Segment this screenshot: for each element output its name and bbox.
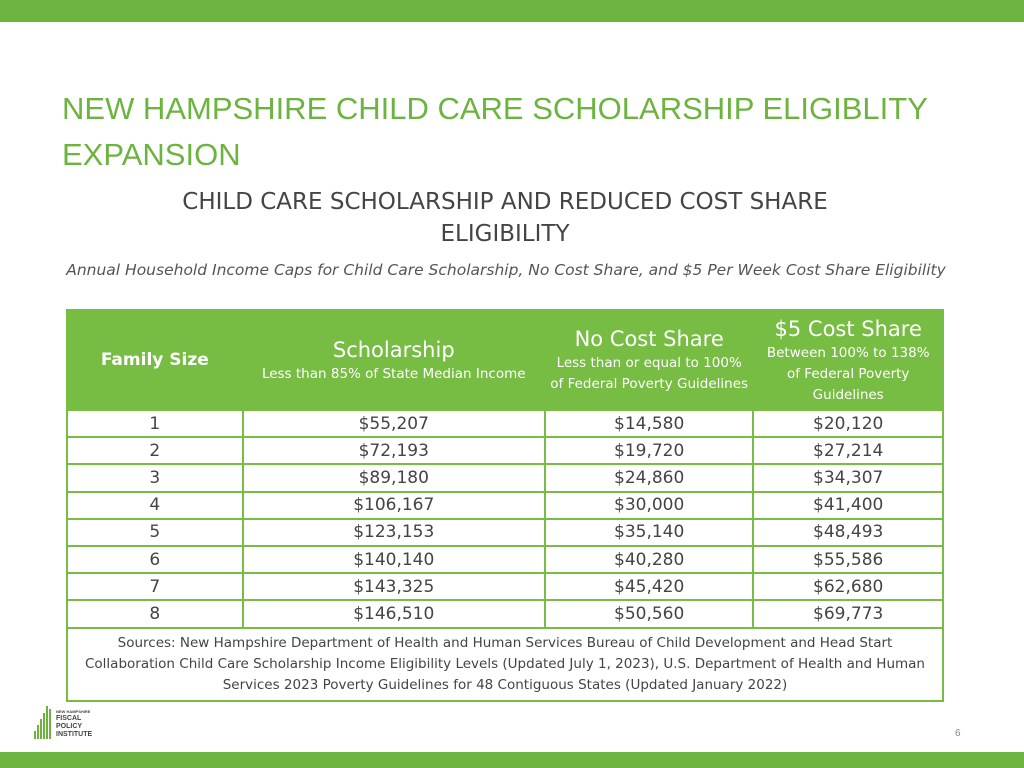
table-cell: $50,560 [545, 600, 753, 627]
table-cell: $24,860 [545, 464, 753, 491]
sources-row [67, 628, 943, 701]
table-row [67, 600, 943, 627]
top-accent-bar [0, 0, 1024, 22]
table-cell: $72,193 [243, 437, 545, 464]
column-header-title: $5 Cost Share [774, 316, 922, 341]
table-cell: 8 [67, 600, 243, 627]
table-cell: $62,680 [753, 573, 943, 600]
table-cell: 7 [67, 573, 243, 600]
table-cell: $69,773 [753, 600, 943, 627]
table-cell: $14,580 [545, 410, 753, 437]
table-header-row [67, 310, 943, 410]
column-header-description: Less than or equal to 100% of Federal Poverty Guidelines [550, 355, 749, 392]
fpi-logo [34, 706, 92, 739]
table-row [67, 519, 943, 546]
table-cell: $30,000 [545, 492, 753, 519]
table-cell: $19,720 [545, 437, 753, 464]
logo-line: NEW HAMPSHIRE [56, 709, 91, 714]
table-cell: 4 [67, 492, 243, 519]
table-cell: 6 [67, 546, 243, 573]
table-cell: $20,120 [753, 410, 943, 437]
column-header-description: Less than 85% of State Median Income [261, 365, 526, 382]
slide-title: NEW HAMPSHIRE CHILD CARE SCHOLARSHIP ELIGIBLITY EXPANSION [62, 91, 928, 172]
table-cell: $27,214 [753, 437, 943, 464]
table-row [67, 410, 943, 437]
column-header [753, 310, 943, 410]
table-cell: $140,140 [243, 546, 545, 573]
sources-note: Sources: New Hampshire Department of Health and Human Services Bureau of Child Development and Head Start Collaboration Child Care Scholarship Income Eligibility Levels (Updated July 1, 2023), U.S. Department of Health and Human Services 2023 Poverty Guidelines for 48 Contiguous States (Updated January 2022) [67, 628, 943, 701]
column-header-title: No Cost Share [574, 327, 724, 351]
table-cell: $55,586 [753, 546, 943, 573]
table-cell: $146,510 [243, 600, 545, 627]
table-cell: $35,140 [545, 519, 753, 546]
table-cell: $123,153 [243, 519, 545, 546]
table-row [67, 492, 943, 519]
table-cell: 5 [67, 519, 243, 546]
table-cell: 2 [67, 437, 243, 464]
table-caption-text: Annual Household Income Caps for Child Care Scholarship, No Cost Share, and $5 Per Week Cost Share Eligibility [66, 261, 946, 279]
column-header-title: Scholarship [332, 337, 455, 362]
logo-bars-icon [34, 706, 51, 739]
table-caption [66, 258, 944, 282]
logo-line: FISCAL [56, 715, 82, 722]
table-cell: $45,420 [545, 573, 753, 600]
column-header [67, 310, 243, 410]
table-cell: $34,307 [753, 464, 943, 491]
table-cell: $89,180 [243, 464, 545, 491]
table-row [67, 464, 943, 491]
column-header-title: Family Size [100, 349, 209, 370]
table-cell: $48,493 [753, 519, 943, 546]
logo-line: INSTITUTE [56, 731, 93, 738]
table-title [0, 186, 1010, 250]
logo-line: POLICY [56, 723, 83, 730]
table-cell: 1 [67, 410, 243, 437]
table-row [67, 573, 943, 600]
table-cell: $40,280 [545, 546, 753, 573]
bottom-accent-bar [0, 752, 1024, 768]
logo-text [56, 709, 92, 739]
column-header-description: Between 100% to 138% of Federal Poverty Guidelines [766, 344, 930, 403]
table-cell: $106,167 [243, 492, 545, 519]
column-header [243, 310, 545, 410]
page-number: 6 [955, 728, 961, 739]
table-cell: $55,207 [243, 410, 545, 437]
eligibility-table [66, 309, 944, 702]
table-cell: $143,325 [243, 573, 545, 600]
table-cell: $41,400 [753, 492, 943, 519]
column-header [545, 310, 753, 410]
table-row [67, 437, 943, 464]
table-cell: 3 [67, 464, 243, 491]
table-row [67, 546, 943, 573]
table-title-text: CHILD CARE SCHOLARSHIP AND REDUCED COST SHARE ELIGIBILITY [182, 189, 828, 247]
